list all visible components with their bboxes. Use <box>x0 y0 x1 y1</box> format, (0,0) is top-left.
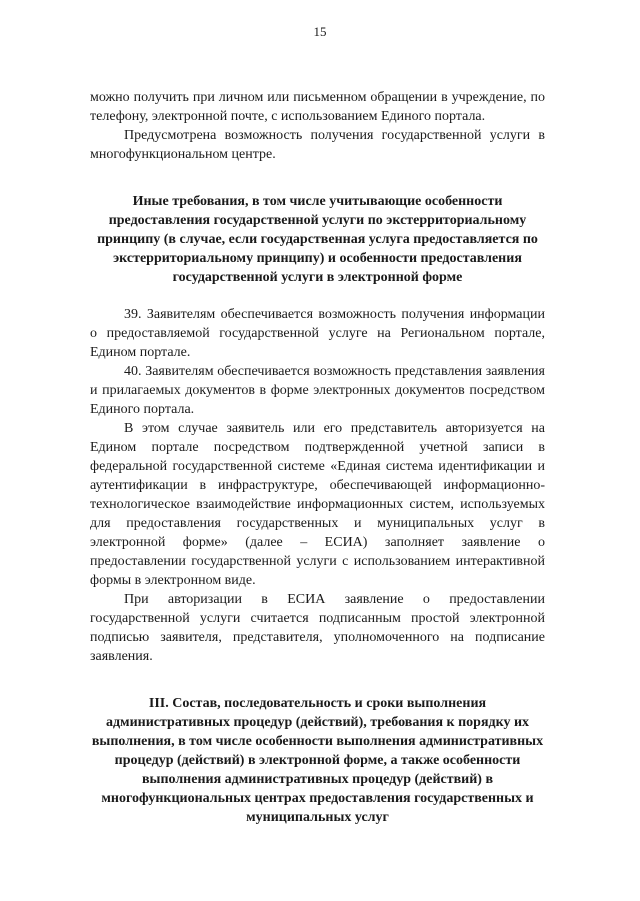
paragraph-contact-methods: можно получить при личном или письменном обращении в учреждение, по телефону, электронной почте, с использованием Единого портала. <box>90 90 545 124</box>
paragraph-signature: При авторизации в ЕСИА заявление о предоставлении государственной услуги считается подписанным простой электронной подписью заявителя, представителя, уполномоченного на подписание заявления. <box>90 592 545 664</box>
spacer <box>90 666 545 694</box>
paragraph-39: 39. Заявителям обеспечивается возможность получения информации о предоставляемой государственной услуге на Региональном портале, Едином портале. <box>90 307 545 360</box>
paragraph-40: 40. Заявителям обеспечивается возможность представления заявления и прилагаемых документов в форме электронных документов посредством Единого портала. <box>90 364 545 417</box>
spacer <box>90 164 545 192</box>
section-heading-other-requirements: Иные требования, в том числе учитывающие особенности предоставления государственной услуги по экстерриториальному принципу (в случае, если государственная услуга предоставляется по экстерриториальному принципу) и особенности предоставления государственной услуги в электронной форме <box>97 194 538 285</box>
section-heading-iii: III. Состав, последовательность и сроки выполнения административных процедур (действий), требования к порядку их выполнения, в том числе особенности выполнения административных процедур (действий) в электронной форме, а также особенности выполнения административных процедур (действий) в многофункциональных центрах предоставления государственных и муниципальных услуг <box>91 696 544 825</box>
spacer <box>90 287 545 305</box>
paragraph-esia-authorization: В этом случае заявитель или его представитель авторизуется на Едином портале посредством подтвержденной учетной записи в федеральной государственной системе «Единая система идентификации и аутентификации в инфраструктуре, обеспечивающей информационно-технологическое взаимодействие информационных систем, используемых для предоставления государственных и муниципальных услуг в электронной форме» (далее – ЕСИА) заполняет заявление о предоставлении государственной услуги с использованием интерактивной формы в электронном виде. <box>90 421 545 588</box>
page-number: 15 <box>313 24 327 39</box>
paragraph-mfc-option: Предусмотрена возможность получения государственной услуги в многофункциональном центре. <box>90 128 545 162</box>
document-body <box>90 88 545 827</box>
